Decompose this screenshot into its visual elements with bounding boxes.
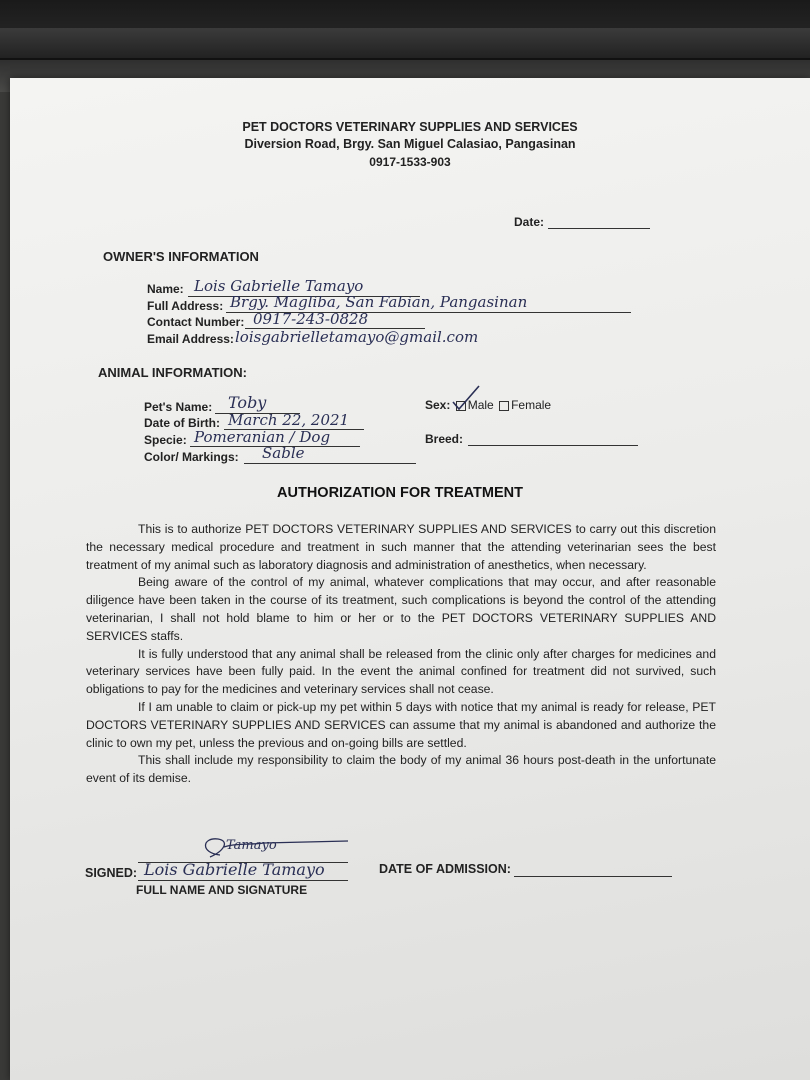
- owner-email-value[interactable]: loisgabrielletamayo@gmail.com: [235, 328, 479, 346]
- date-line[interactable]: [548, 228, 650, 229]
- signed-line: [138, 880, 348, 881]
- authorization-paragraph: It is fully understood that any animal shall be released from the clinic only after charges for medicines and veterinary services have been fully paid. In the event the animal confined for treatment did not survived, such obligations to pay for the medicines and veterinary services shall not cease.: [86, 646, 716, 697]
- authorization-paragraph: This shall include my responsibility to claim the body of my animal 36 hours post-death in the unfortunate event of its demise.: [86, 753, 716, 786]
- color-label: Color/ Markings:: [144, 450, 239, 464]
- owner-heading: OWNER'S INFORMATION: [103, 249, 259, 264]
- breed-label: Breed:: [425, 432, 464, 446]
- clinic-name: PET DOCTORS VETERINARY SUPPLIES AND SERVICES: [242, 120, 578, 134]
- clinic-address: Diversion Road, Brgy. San Miguel Calasiao, Pangasinan: [244, 137, 576, 151]
- dob-value[interactable]: March 22, 2021: [228, 411, 350, 429]
- pet-name-label: Pet's Name:: [144, 400, 213, 414]
- owner-contact-value[interactable]: 0917-243-0828: [253, 310, 369, 328]
- sex-label: Sex:: [425, 398, 451, 412]
- signature-sub-label: FULL NAME AND SIGNATURE: [136, 883, 308, 897]
- clinic-phone: 0917-1533-903: [369, 155, 451, 169]
- sex-male-label: Male: [467, 398, 494, 412]
- animal-heading: ANIMAL INFORMATION:: [98, 365, 247, 380]
- owner-name-label: Name:: [147, 282, 184, 296]
- owner-name-value[interactable]: Lois Gabrielle Tamayo: [194, 277, 364, 295]
- owner-address-label: Full Address:: [147, 299, 224, 313]
- breed-line[interactable]: [468, 445, 638, 446]
- owner-contact-label: Contact Number:: [147, 315, 245, 329]
- signed-label: SIGNED:: [85, 866, 138, 880]
- authorization-paragraph: This is to authorize PET DOCTORS VETERINARY SUPPLIES AND SERVICES to carry out this discretion the necessary medical procedure and treatment in such manner that the attending veterinarian sees the best treatment of my animal such as laboratory diagnosis and administration of anesthetics, when necessary.: [86, 522, 716, 572]
- dob-label: Date of Birth:: [144, 416, 220, 430]
- clipboard-clip: [0, 28, 810, 60]
- pet-name-value[interactable]: Toby: [228, 393, 267, 412]
- color-line: [244, 463, 416, 464]
- signature-mark: Tamayo: [226, 838, 277, 853]
- check-mark-icon: [450, 384, 482, 412]
- sex-female-label: Female: [511, 398, 552, 412]
- specie-value[interactable]: Pomeranian / Dog: [194, 428, 331, 446]
- authorization-paragraph: If I am unable to claim or pick-up my pet within 5 days with notice that my animal is ready for release, PET DOCTORS VETERINARY SUPPLIES AND SERVICES can assume that my animal is abandoned and authorize the clinic to own my pet, unless the previous and on-going bills are settled.: [86, 699, 716, 750]
- owner-address-value[interactable]: Brgy. Magliba, San Fabian, Pangasinan: [230, 293, 528, 311]
- owner-email-label: Email Address:: [147, 332, 234, 346]
- authorization-body: [86, 521, 716, 788]
- form-paper: [10, 78, 810, 1080]
- admission-line[interactable]: [514, 876, 672, 877]
- color-value[interactable]: Sable: [262, 444, 305, 462]
- authorization-paragraph: Being aware of the control of my animal, whatever complications that may occur, and after reasonable diligence have been taken in the course of its treatment, such complications is beyond the control of the attending veterinarian, I shall not hold blame to him or her or to the PET DOCTORS VETERINARY SUPPLIES AND SERVICES staffs.: [86, 575, 716, 643]
- sex-row: [425, 398, 551, 412]
- specie-label: Specie:: [144, 433, 187, 447]
- admission-label: DATE OF ADMISSION:: [379, 862, 511, 876]
- signed-value[interactable]: Lois Gabrielle Tamayo: [144, 860, 325, 879]
- date-label: Date:: [514, 215, 545, 229]
- sex-female-checkbox[interactable]: [499, 401, 509, 411]
- authorization-title: AUTHORIZATION FOR TREATMENT: [277, 485, 523, 501]
